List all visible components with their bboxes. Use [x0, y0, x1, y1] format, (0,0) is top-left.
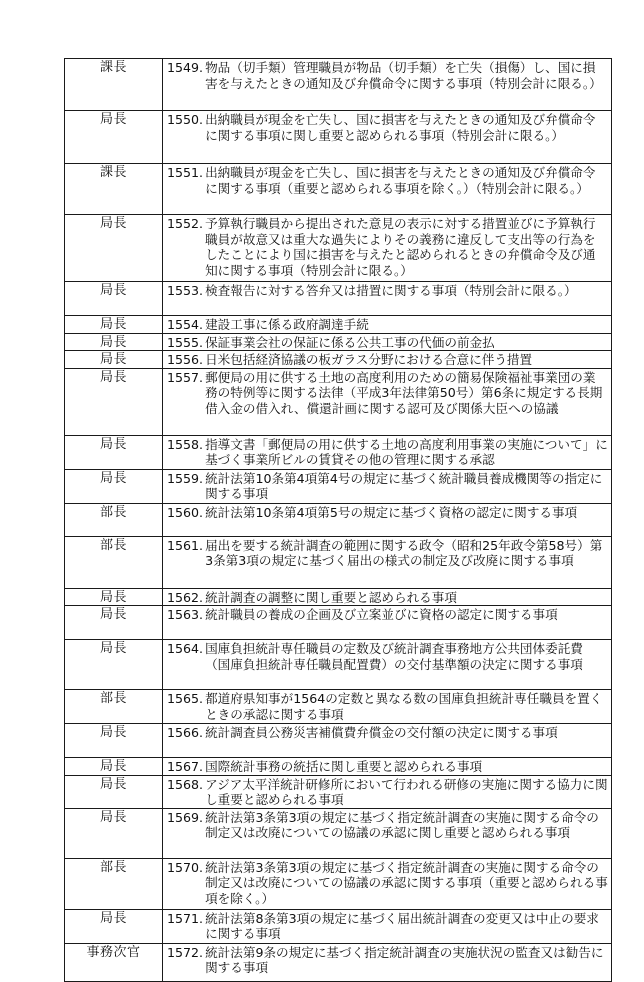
item-number: 1561. [167, 537, 204, 553]
item-description: アジア太平洋統計研修所において行われる研修の実施に関する協力に関し重要と認められる事項 [205, 776, 608, 807]
approver-role: 課長 [65, 164, 163, 215]
item-description: 統計法第3条第3項の規定に基づく指定統計調査の実施に関する命令の制定又は改廃についての協議の承認に関する事項（重要と認められる事項を除く。） [205, 859, 608, 906]
item-entry [167, 911, 608, 942]
item-entry [167, 317, 608, 333]
approver-role: 部長 [65, 690, 163, 724]
item-entry [167, 165, 608, 196]
table-row [65, 858, 612, 909]
item-entry [167, 725, 608, 741]
table-row [65, 59, 612, 111]
item-number: 1570. [167, 859, 204, 875]
item-entry [167, 590, 608, 606]
approver-role: 局長 [65, 435, 163, 469]
table-row [65, 316, 612, 334]
item-entry [167, 538, 608, 569]
item-cell [163, 909, 612, 943]
item-cell [163, 943, 612, 981]
item-cell [163, 282, 612, 316]
table-row [65, 943, 612, 981]
approver-role: 事務次官 [65, 943, 163, 981]
table-row [65, 351, 612, 369]
item-number: 1551. [167, 165, 204, 180]
approver-role: 局長 [65, 775, 163, 808]
table-row [65, 690, 612, 724]
item-entry [167, 437, 608, 468]
item-entry [167, 283, 608, 299]
item-cell [163, 368, 612, 435]
item-entry [167, 352, 608, 368]
item-cell [163, 435, 612, 469]
item-number: 1567. [167, 759, 204, 774]
item-description: 統計法第9条の規定に基づく指定統計調査の実施状況の監査又は勧告に関する事項 [205, 944, 604, 975]
table-row [65, 808, 612, 858]
item-entry [167, 505, 608, 521]
item-cell [163, 316, 612, 334]
item-number: 1554. [167, 317, 204, 332]
item-description: 保証事業会社の保証に係る公共工事の代価の前金払 [205, 334, 495, 350]
approver-role: 局長 [65, 724, 163, 758]
item-entry [167, 607, 608, 623]
item-description: 予算執行職員から提出された意見の表示に対する措置並びに予算執行職員が故意又は重大な過失によりその義務に違反して支出等の行為をしたことにより国に損害を与えたと認められるときの弁償命令及び通知に関する事項（特別会計に限る。） [205, 216, 596, 278]
item-description: 物品（切手類）管理職員が物品（切手類）を亡失（損傷）し、国に損害を与えたときの通知及び弁償命令に関する事項（特別会計に限る。） [205, 60, 602, 91]
item-description: 統計法第3条第3項の規定に基づく指定統計調査の実施に関する命令の制定又は改廃についての協議の承認に関し重要と認められる事項 [205, 809, 599, 840]
approver-role: 局長 [65, 640, 163, 690]
item-description: 郵便局の用に供する土地の高度利用のための簡易保険福祉事業団の業務の特例等に関する法律（平成3年法律第50号）第6条に規定する長期借入金の借入れ、償還計画に関する認可及び関係大臣への協議 [205, 369, 603, 416]
item-cell [163, 858, 612, 909]
approver-role: 局長 [65, 368, 163, 435]
approver-role: 局長 [65, 758, 163, 776]
item-entry [167, 641, 608, 672]
item-cell [163, 536, 612, 588]
approver-role: 課長 [65, 59, 163, 111]
table-body [65, 59, 612, 982]
approver-role: 局長 [65, 808, 163, 858]
item-description: 日米包括経済協議の板ガラス分野における合意に伴う措置 [205, 352, 533, 367]
approver-role: 局長 [65, 111, 163, 164]
approver-role: 局長 [65, 351, 163, 369]
item-cell [163, 111, 612, 164]
item-cell [163, 351, 612, 369]
table-row [65, 758, 612, 776]
item-cell [163, 469, 612, 503]
table-row [65, 775, 612, 808]
item-description: 検査報告に対する答弁又は措置に関する事項（特別会計に限る。） [205, 283, 577, 298]
item-number: 1563. [167, 607, 204, 622]
item-number: 1549. [167, 60, 204, 75]
item-description: 統計職員の養成の企画及び立案並びに資格の認定に関する事項 [205, 607, 558, 622]
document-page [64, 58, 612, 982]
item-number: 1555. [167, 334, 204, 350]
item-number: 1557. [167, 369, 204, 385]
item-number: 1572. [167, 944, 204, 960]
approver-role: 部長 [65, 503, 163, 536]
item-description: 統計調査員公務災害補償費弁償金の交付額の決定に関する事項 [205, 725, 558, 740]
authority-table [64, 58, 612, 982]
approver-role: 局長 [65, 469, 163, 503]
table-row [65, 503, 612, 536]
approver-role: 部長 [65, 858, 163, 909]
item-number: 1553. [167, 283, 204, 298]
item-entry [167, 370, 608, 417]
table-row [65, 111, 612, 164]
item-number: 1552. [167, 216, 204, 231]
item-description: 統計調査の調整に関し重要と認められる事項 [205, 589, 457, 605]
item-cell [163, 640, 612, 690]
item-cell [163, 690, 612, 724]
item-cell [163, 775, 612, 808]
table-row [65, 368, 612, 435]
approver-role: 局長 [65, 588, 163, 606]
approver-role: 部長 [65, 536, 163, 588]
table-row [65, 164, 612, 215]
item-description: 国庫負担統計専任職員の定数及び統計調査事務地方公共団体委託費（国庫負担統計専任職員配置費）の交付基準額の決定に関する事項 [205, 641, 583, 672]
table-row [65, 469, 612, 503]
item-cell [163, 724, 612, 758]
item-entry [167, 216, 608, 278]
approver-role: 局長 [65, 316, 163, 334]
item-description: 国際統計事務の統括に関し重要と認められる事項 [205, 759, 483, 774]
item-cell [163, 588, 612, 606]
table-row [65, 333, 612, 351]
item-description: 指導文書「郵便局の用に供する土地の高度利用事業の実施について」に基づく事業所ビルの賃貸その他の管理に関する承認 [205, 436, 608, 467]
item-number: 1569. [167, 809, 204, 825]
approver-role: 局長 [65, 333, 163, 351]
item-number: 1568. [167, 776, 204, 792]
table-row [65, 536, 612, 588]
item-entry [167, 777, 608, 808]
approver-role: 局長 [65, 606, 163, 640]
item-entry [167, 945, 608, 976]
item-description: 統計法第8条第3項の規定に基づく届出統計調査の変更又は中止の要求に関する事項 [205, 910, 599, 941]
table-row [65, 435, 612, 469]
item-cell [163, 333, 612, 351]
item-entry [167, 335, 608, 351]
item-number: 1571. [167, 910, 204, 926]
item-cell [163, 59, 612, 111]
item-description: 出納職員が現金を亡失し、国に損害を与えたときの通知及び弁償命令に関する事項（重要と認められる事項を除く。）（特別会計に限る。） [205, 165, 596, 196]
item-number: 1556. [167, 352, 204, 367]
table-row [65, 640, 612, 690]
item-number: 1559. [167, 470, 204, 486]
item-number: 1562. [167, 589, 204, 605]
table-row [65, 606, 612, 640]
item-entry [167, 471, 608, 502]
item-entry [167, 112, 608, 143]
item-description: 都道府県知事が1564の定数と異なる数の国庫負担統計専任職員を置くときの承認に関する事項 [205, 691, 603, 722]
item-cell [163, 164, 612, 215]
item-entry [167, 759, 608, 775]
item-description: 統計法第10条第4項第5号の規定に基づく資格の認定に関する事項 [205, 504, 578, 520]
item-number: 1560. [167, 504, 204, 520]
item-number: 1550. [167, 112, 204, 127]
item-description: 出納職員が現金を亡失し、国に損害を与えたときの通知及び弁償命令に関する事項に関し重要と認められる事項（特別会計に限る。） [205, 112, 596, 143]
item-entry [167, 691, 608, 722]
item-number: 1564. [167, 641, 204, 656]
item-description: 建設工事に係る政府調達手続 [205, 317, 369, 332]
item-number: 1565. [167, 691, 204, 706]
item-number: 1566. [167, 725, 204, 740]
approver-role: 局長 [65, 215, 163, 282]
item-cell [163, 758, 612, 776]
table-row [65, 909, 612, 943]
item-cell [163, 606, 612, 640]
item-description: 届出を要する統計調査の範囲に関する政令（昭和25年政令第58号）第3条第3項の規定に基づく届出の様式の制定及び改廃に関する事項 [205, 537, 603, 568]
item-description: 統計法第10条第4項第4号の規定に基づく統計職員養成機関等の指定に関する事項 [205, 470, 603, 501]
item-entry [167, 860, 608, 907]
table-row [65, 215, 612, 282]
item-entry [167, 60, 608, 91]
item-cell [163, 808, 612, 858]
item-number: 1558. [167, 436, 204, 452]
approver-role: 局長 [65, 282, 163, 316]
item-entry [167, 810, 608, 841]
table-row [65, 282, 612, 316]
table-row [65, 724, 612, 758]
item-cell [163, 215, 612, 282]
item-cell [163, 503, 612, 536]
approver-role: 局長 [65, 909, 163, 943]
table-row [65, 588, 612, 606]
